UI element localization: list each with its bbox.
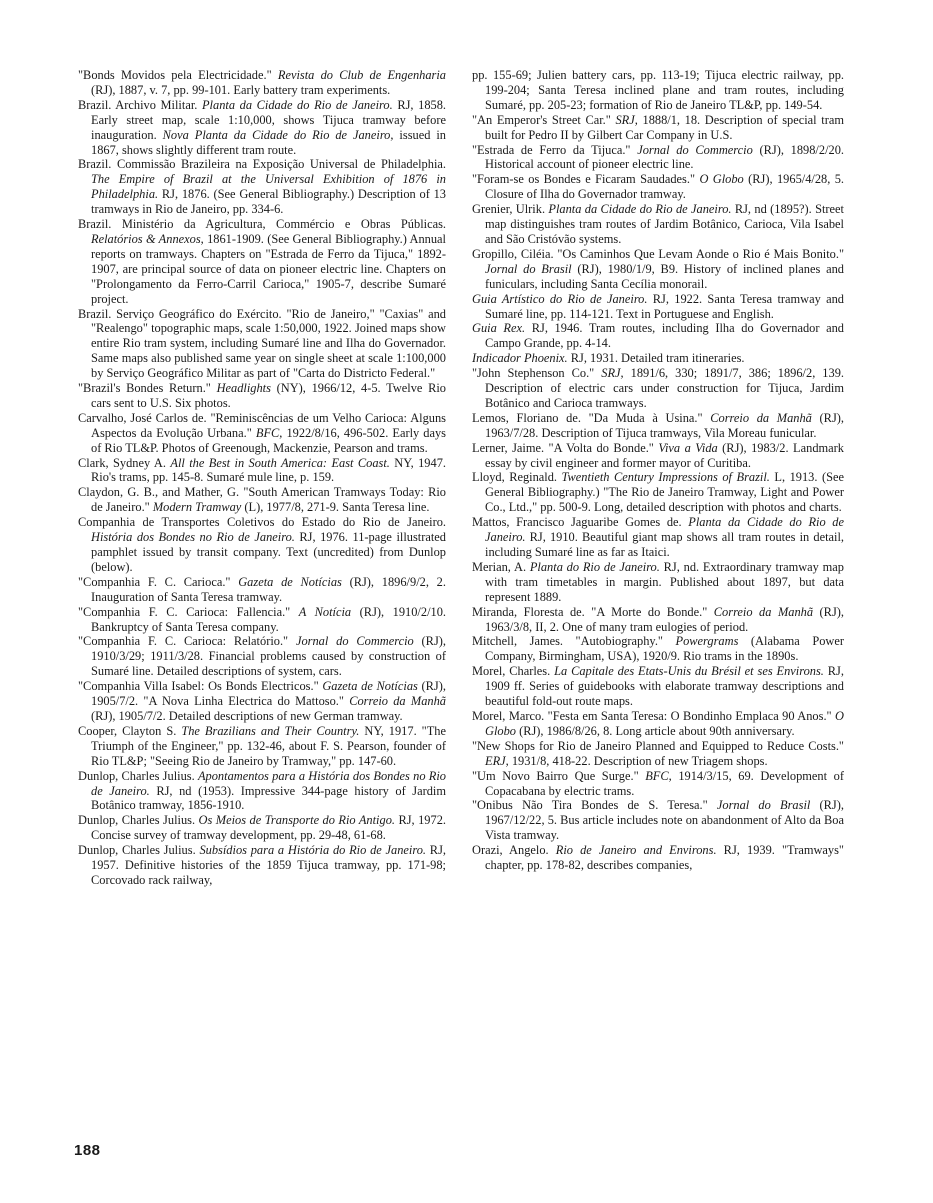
entry-text: "Um Novo Bairro Que Surge."	[472, 768, 646, 783]
bibliography-entry	[78, 68, 446, 98]
bibliography-entry	[78, 485, 446, 515]
bibliography-entry	[472, 366, 844, 411]
bibliography-entry	[472, 441, 844, 471]
entry-text: RJ, 1931. Detailed tram itineraries.	[567, 351, 745, 366]
entry-text: 1931/8, 418-22. Description of new Triagem shops.	[508, 753, 768, 768]
entry-title-italic: Apontamentos para a História dos Bondes no Rio de Janeiro.	[91, 768, 446, 798]
bibliography-entry	[78, 813, 446, 843]
entry-text: RJ, 1957. Definitive histories of the 1859 Tijuca tramway, pp. 171-98; Corcovado rack railway,	[91, 843, 446, 887]
bibliography-entry	[472, 292, 844, 322]
entry-title-italic: Indicador Phoenix.	[472, 351, 568, 366]
entry-title-italic: Relatórios & Annexos,	[91, 231, 204, 246]
bibliography-entry	[78, 679, 446, 724]
entry-title-italic: Os Meios de Transporte do Rio Antigo.	[198, 813, 395, 828]
entry-title-italic: Powergrams	[675, 634, 739, 649]
entry-text: Orazi, Angelo.	[472, 843, 556, 858]
bibliography-right-column	[472, 68, 844, 873]
entry-text: (RJ), 1965/4/28, 5. Closure of Ilha do Governador tramway.	[485, 172, 845, 202]
entry-text: RJ, 1976. 11-page illustrated pamphlet issued by transit company. Text (uncredited) from Dunlop (below).	[91, 530, 446, 574]
entry-title-italic: The Brazilians and Their Country.	[181, 723, 360, 738]
entry-title-italic: Gazeta de Notícias	[238, 574, 342, 589]
entry-text: (RJ), 1910/3/29; 1911/3/28. Financial problems caused by construction of Sumaré line. Detailed descriptions of system, cars.	[91, 634, 446, 679]
entry-title-italic: Guia Rex.	[472, 321, 526, 336]
entry-text: 1922/8/16, 496-502. Early days of Rio TL&P. Photos of Greenough, Mackenzie, Pearson and trams.	[91, 425, 447, 455]
entry-text: 1914/3/15, 69. Development of Copacabana by electric trams.	[485, 768, 844, 798]
entry-text: Lerner, Jaime. "A Volta do Bonde."	[472, 440, 659, 455]
entry-text: Merian, A.	[472, 559, 530, 574]
entry-title-italic: The Empire of Brazil at the Universal Exhibition of 1876 in Philadelphia.	[91, 172, 446, 202]
entry-title-italic: SRJ,	[601, 366, 624, 381]
entry-text: 1891/6, 330; 1891/7, 386; 1896/2, 139. Description of electric cars under construction for Tijuca, Jardim Botânico and Carioca tramways.	[485, 366, 844, 410]
entry-text: "Companhia F. C. Carioca: Relatório."	[78, 634, 296, 649]
bibliography-entry	[472, 470, 844, 515]
entry-title-italic: O Globo	[699, 172, 744, 187]
bibliography-entry	[472, 605, 844, 635]
entry-title-italic: Jornal do Brasil	[716, 798, 811, 813]
page-number: 188	[74, 1142, 101, 1159]
bibliography-entry	[78, 605, 446, 635]
bibliography-entry	[472, 411, 844, 441]
entry-text: RJ, 1909 ff. Series of guidebooks with elaborate tramway descriptions and beautiful fold-out route maps.	[485, 664, 844, 709]
bibliography-entry	[78, 411, 446, 456]
entry-title-italic: Gazeta de Notícias	[322, 679, 418, 694]
bibliography-entry	[472, 68, 844, 113]
entry-text: "Companhia Villa Isabel: Os Bonds Electricos."	[78, 679, 323, 694]
entry-text: Morel, Marco. "Festa em Santa Teresa: O Bondinho Emplaca 90 Anos."	[472, 708, 836, 723]
entry-text: Brazil. Commissão Brazileira na Exposição Universal de Philadelphia.	[78, 157, 446, 172]
entry-text: RJ, nd (1895?). Street map distinguishes tram routes of Jardim Botânico, Carioca, Vila Isabel and São Cristóvão systems.	[485, 202, 845, 246]
entry-title-italic: Jornal do Brasil	[485, 261, 572, 276]
bibliography-entry	[78, 634, 446, 679]
entry-text: Lemos, Floriano de. "Da Muda à Usina."	[472, 410, 711, 425]
bibliography-entry	[78, 381, 446, 411]
entry-text: Grenier, Ulrik.	[472, 202, 549, 217]
entry-text: (Alabama Power Company, Birmingham, USA), 1920/9. Rio trams in the 1890s.	[485, 634, 844, 664]
bibliography-entry	[78, 575, 446, 605]
entry-text: "Bonds Movidos pela Electricidade."	[78, 68, 278, 82]
bibliography-entry	[78, 157, 446, 217]
entry-title-italic: Headlights	[216, 381, 271, 396]
bibliography-entry	[78, 515, 446, 575]
entry-title-italic: A Notícia	[298, 604, 352, 619]
entry-title-italic: Nova Planta da Cidade do Rio de Janeiro,	[162, 127, 394, 142]
entry-text: "John Stephenson Co."	[472, 366, 602, 381]
entry-title-italic: Correio da Manhã	[349, 694, 446, 709]
entry-text: Dunlop, Charles Julius.	[78, 768, 198, 783]
entry-text: 1861-1909. (See General Bibliography.) Annual reports on tramways. Chapters on "Estrada de Ferro da Tijuca," 1892-1907, are principal source of data on pioneer electric line. Chapters on "Prolongamento da Ferro-Carril Carioca," 1905-7, describe Sumaré project.	[91, 231, 446, 306]
entry-text: (RJ), 1963/3/8, II, 2. One of many tram eulogies of period.	[485, 604, 844, 634]
entry-title-italic: BFC,	[255, 425, 283, 440]
entry-title-italic: SRJ,	[615, 112, 638, 127]
entry-title-italic: Planta da Cidade do Rio de Janeiro.	[485, 515, 844, 545]
entry-text: (RJ), 1905/7/2. Detailed descriptions of new German tramway.	[91, 708, 403, 723]
entry-title-italic: Correio da Manhã	[710, 410, 812, 425]
entry-text: "Estrada de Ferro da Tijuca."	[472, 142, 638, 157]
bibliography-entry	[472, 202, 844, 247]
entry-text: "Brazil's Bondes Return."	[78, 381, 217, 396]
bibliography-entry	[78, 724, 446, 769]
entry-text: issued in 1867, shows slightly different tram route.	[91, 127, 446, 157]
bibliography-entry	[472, 769, 844, 799]
bibliography-entry	[78, 217, 446, 306]
entry-title-italic: Rio de Janeiro and Environs.	[555, 843, 717, 858]
entry-title-italic: Subsídios para a História do Rio de Janeiro.	[199, 843, 427, 858]
entry-title-italic: BFC,	[645, 768, 672, 783]
entry-text: Mitchell, James. "Autobiography."	[472, 634, 676, 649]
entry-text: "Companhia F. C. Carioca: Fallencia."	[78, 604, 299, 619]
entry-text: RJ, 1972. Concise survey of tramway development, pp. 29-48, 61-68.	[91, 813, 446, 843]
entry-title-italic: Guia Artístico do Rio de Janeiro.	[472, 291, 648, 306]
entry-text: "An Emperor's Street Car."	[472, 112, 616, 127]
entry-text: RJ, 1939. "Tramways" chapter, pp. 178-82, describes companies,	[485, 843, 844, 873]
entry-text: (RJ), 1986/8/26, 8. Long article about 90th anniversary.	[515, 723, 795, 738]
entry-title-italic: Jornal do Commercio	[637, 142, 753, 157]
entry-text: "New Shops for Rio de Janeiro Planned and Equipped to Reduce Costs."	[472, 738, 844, 753]
entry-text: (RJ), 1963/7/28. Description of Tijuca tramways, Vila Moreau funicular.	[485, 410, 844, 440]
entry-title-italic: Jornal do Commercio	[295, 634, 414, 649]
entry-text: (RJ), 1967/12/22, 5. Bus article includes note on abandonment of Alto da Boa Vista tramway.	[485, 798, 844, 843]
entry-text: (RJ), 1905/7/2. "A Nova Linha Electrica do Mattoso."	[91, 679, 446, 709]
entry-text: NY, 1947. Rio's trams, pp. 145-8. Sumaré mule line, p. 159.	[91, 455, 446, 485]
entry-text: Dunlop, Charles Julius.	[78, 813, 199, 828]
entry-text: Brazil. Ministério da Agricultura, Commércio e Obras Públicas.	[78, 217, 446, 232]
bibliography-left-column	[78, 68, 446, 888]
entry-title-italic: All the Best in South America: East Coast.	[170, 455, 390, 470]
bibliography-entry	[78, 843, 446, 888]
entry-title-italic: Planta da Cidade do Rio de Janeiro.	[201, 97, 393, 112]
entry-text: (RJ), 1887, v. 7, pp. 99-101. Early battery tram experiments.	[91, 82, 391, 97]
entry-title-italic: O Globo	[485, 708, 844, 738]
entry-title-italic: Twentieth Century Impressions of Brazil.	[561, 470, 770, 485]
bibliography-entry	[78, 98, 446, 158]
entry-title-italic: Revista do Club de Engenharia	[277, 68, 446, 82]
entry-title-italic: La Capitale des Etats-Unis du Brésil et ses Environs.	[554, 664, 824, 679]
bibliography-entry	[472, 798, 844, 843]
bibliography-entry	[472, 634, 844, 664]
entry-text: pp. 155-69; Julien battery cars, pp. 113-19; Tijuca electric railway, pp. 199-204; Santa Teresa inclined plane and tram routes, including Sumaré, pp. 205-23; formation of Rio de Janeiro TL&P, pp. 149-54.	[472, 68, 844, 112]
bibliography-entry	[472, 113, 844, 143]
entry-text: Brazil. Archivo Militar.	[78, 97, 202, 112]
bibliography-entry	[472, 321, 844, 351]
entry-title-italic: Correio da Manhã	[713, 604, 814, 619]
entry-text: (RJ), 1896/9/2, 2. Inauguration of Santa Teresa tramway.	[91, 574, 446, 604]
bibliography-entry	[472, 739, 844, 769]
entry-text: 1888/1, 18. Description of special tram built for Pedro II by Gilbert Car Company in U.S.	[485, 112, 844, 142]
entry-title-italic: História dos Bondes no Rio de Janeiro.	[91, 530, 295, 545]
entry-text: Claydon, G. B., and Mather, G. "South American Tramways Today: Rio de Janeiro."	[78, 485, 446, 515]
entry-text: Cooper, Clayton S.	[78, 723, 182, 738]
entry-text: (RJ), 1980/1/9, B9. History of inclined planes and funiculars, including Santa Cecília monorail.	[485, 261, 844, 291]
bibliography-entry	[472, 172, 844, 202]
bibliography-entry	[472, 664, 844, 709]
entry-title-italic: Modern Tramway	[152, 500, 242, 515]
entry-text: (RJ), 1983/2. Landmark essay by civil engineer and former mayor of Curitiba.	[485, 440, 844, 470]
entry-title-italic: ERJ,	[485, 753, 509, 768]
bibliography-entry	[472, 560, 844, 605]
entry-title-italic: Planta do Rio de Janeiro.	[529, 559, 660, 574]
entry-text: (NY), 1966/12, 4-5. Twelve Rio cars sent to U.S. Six photos.	[91, 381, 447, 410]
entry-text: Carvalho, José Carlos de. "Reminiscências de um Velho Carioca: Alguns Aspectos da Evolução Urbana."	[78, 410, 446, 440]
bibliography-entry	[78, 307, 446, 382]
bibliography-entry	[472, 843, 844, 873]
entry-text: Mattos, Francisco Jaguaribe Gomes de.	[472, 515, 689, 530]
bibliography-entry	[78, 769, 446, 814]
entry-text: Gropillo, Ciléia. "Os Caminhos Que Levam Aonde o Rio é Mais Bonito."	[472, 246, 844, 261]
bibliography-entry	[472, 247, 844, 292]
bibliography-entry	[472, 143, 844, 173]
bibliography-entry	[78, 456, 446, 486]
entry-title-italic: Planta da Cidade do Rio de Janeiro.	[548, 202, 732, 217]
bibliography-entry	[472, 351, 844, 366]
entry-text: Dunlop, Charles Julius.	[78, 843, 200, 858]
entry-text: RJ, 1922. Santa Teresa tramway and Sumaré line, pp. 114-121. Text in Portuguese and English.	[485, 291, 844, 321]
entry-text: Companhia de Transportes Coletivos do Estado do Rio de Janeiro.	[78, 515, 446, 530]
entry-text: Miranda, Floresta de. "A Morte do Bonde."	[472, 604, 714, 619]
entry-text: RJ, 1858. Early street map, scale 1:10,000, shows Tijuca tramway before inauguration.	[91, 97, 447, 142]
entry-text: "Companhia F. C. Carioca."	[78, 574, 239, 589]
entry-text: Brazil. Serviço Geográfico do Exército. "Rio de Janeiro," "Caxias" and "Realengo" topographic maps, scale 1:50,000, 1922. Joined maps show entire Rio tram system, including Sumaré line and Ilha do Governador. Same maps also published same year on single sheet at scale 1:100,000 by Serviço Geográfico Militar as part of "Carta do Districto Federal."	[78, 306, 446, 381]
entry-text: RJ, 1876. (See General Bibliography.) Description of 13 tramways in Rio de Janeiro, pp. 334-6.	[91, 187, 446, 217]
entry-text: (L), 1977/8, 271-9. Santa Teresa line.	[241, 500, 430, 515]
entry-text: Morel, Charles.	[472, 664, 555, 679]
entry-text: RJ, 1910. Beautiful giant map shows all tram routes in detail, including Sumaré line as far as Itaici.	[485, 530, 844, 559]
entry-text: L, 1913. (See General Bibliography.) "The Rio de Janeiro Tramway, Light and Power Co., Ltd.," pp. 500-9. Long, detailed description with photos and charts.	[485, 470, 844, 515]
entry-text: "Foram-se os Bondes e Ficaram Saudades."	[472, 172, 700, 187]
bibliography-entry	[472, 709, 844, 739]
entry-text: NY, 1917. "The Triumph of the Engineer," pp. 132-46, about F. S. Pearson, founder of Rio TL&P; "Seeing Rio de Janeiro by Tramway," pp. 147-60.	[91, 723, 446, 768]
entry-text: Lloyd, Reginald.	[472, 470, 562, 485]
entry-text: "Onibus Não Tira Bondes de S. Teresa."	[472, 798, 717, 813]
entry-text: RJ, 1946. Tram routes, including Ilha do Governador and Campo Grande, pp. 4-14.	[485, 321, 844, 351]
entry-text: (RJ), 1898/2/20. Historical account of pioneer electric line.	[485, 142, 845, 172]
entry-title-italic: Viva a Vida	[658, 440, 718, 455]
bibliography-entry	[472, 515, 844, 560]
entry-text: RJ, nd (1953). Impressive 344-page history of Jardim Botânico tramway, 1856-1910.	[91, 783, 447, 813]
entry-text: RJ, nd. Extraordinary tramway map with tram timetables in margin. Published about 1897, but data represent 1889.	[485, 559, 845, 604]
entry-text: Clark, Sydney A.	[78, 455, 171, 470]
entry-text: (RJ), 1910/2/10. Bankruptcy of Santa Teresa company.	[91, 604, 446, 634]
